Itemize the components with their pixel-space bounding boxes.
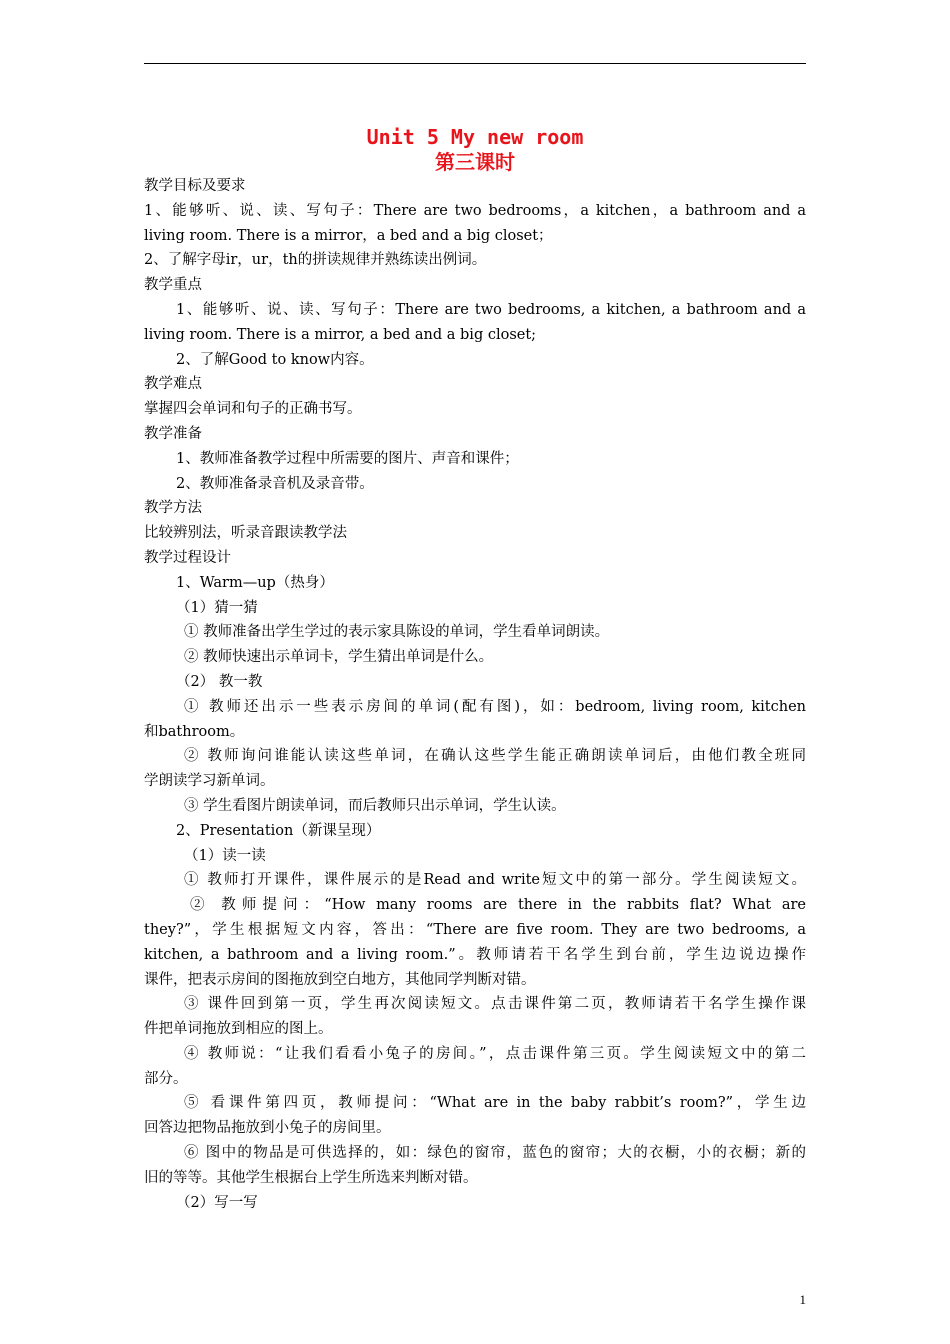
- list-item: ④ 教师说：“让我们看看小兔子的房间。”，点击课件第三页。学生阅读短文中的第二: [184, 1045, 806, 1062]
- paragraph-line: 回答边把物品拖放到小兔子的房间里。: [144, 1120, 391, 1137]
- paragraph-line: living room. There is a mirror, a bed and a big closet;: [144, 326, 537, 343]
- section-heading-process: 教学过程设计: [144, 549, 231, 566]
- section-heading-difficulties: 教学难点: [144, 376, 202, 393]
- paragraph-line: 课件，把表示房间的图拖放到空白地方，其他同学判断对错。: [144, 971, 536, 988]
- paragraph-line: 学朗读学习新单词。: [144, 773, 275, 790]
- paragraph-line: 件把单词拖放到相应的图上。: [144, 1021, 333, 1038]
- paragraph-line: 1、能够听、说、读、写句子：There are two bedrooms，a kitchen，a bathroom and a: [144, 202, 806, 219]
- section-heading-objectives: 教学目标及要求: [144, 178, 246, 194]
- list-item: ① 教师准备出学生学过的表示家具陈设的单词，学生看单词朗读。: [184, 624, 610, 641]
- subsection-heading: （2） 教一教: [176, 673, 263, 690]
- section-heading-key-points: 教学重点: [144, 277, 202, 294]
- header-rule: [144, 63, 806, 64]
- subsection-heading: 2、Presentation（新课呈现）: [176, 822, 381, 839]
- paragraph-line: 1、能够听、说、读、写句子：There are two bedrooms, a kitchen, a bathroom and a: [176, 301, 806, 318]
- list-item: ② 教师快速出示单词卡，学生猜出单词是什么。: [184, 649, 494, 666]
- list-item: ③ 学生看图片朗读单词，而后教师只出示单词，学生认读。: [184, 797, 566, 814]
- paragraph-line: 2、了解字母ir，ur，th的拼读规律并熟练读出例词。: [144, 252, 487, 269]
- list-item: ③ 课件回到第一页，学生再次阅读短文。点击课件第二页，教师请若干名学生操作课: [184, 996, 806, 1013]
- subsection-heading: （1）读一读: [184, 847, 266, 864]
- paragraph-line: 旧的等等。其他学生根据台上学生所选来判断对错。: [144, 1169, 478, 1186]
- list-item: ② 教师提问：“How many rooms are there in the rabbits flat? What are: [190, 897, 806, 914]
- section-heading-methods: 教学方法: [144, 500, 202, 517]
- paragraph-line: 掌握四会单词和句子的正确书写。: [144, 401, 362, 418]
- document-title: Unit 5 My new room: [366, 125, 584, 149]
- subsection-heading: 1、Warm—up（热身）: [176, 574, 334, 591]
- subsection-heading: （1）猜一猜: [176, 599, 258, 616]
- list-item: ⑤ 看课件第四页，教师提问：“What are in the baby rabbit’s room?”，学生边: [184, 1095, 806, 1112]
- paragraph-line: they?”，学生根据短文内容，答出：“There are five room. They are two bedrooms, a: [144, 921, 806, 938]
- list-item: ② 教师询问谁能认读这些单词，在确认这些学生能正确朗读单词后，由他们教全班同: [184, 748, 806, 765]
- page-number: 1: [799, 1292, 806, 1307]
- paragraph-line: 2、教师准备录音机及录音带。: [176, 475, 374, 492]
- section-heading-preparation: 教学准备: [144, 425, 202, 442]
- document-subtitle: 第三课时: [435, 150, 515, 174]
- paragraph-line: 1、教师准备教学过程中所需要的图片、声音和课件；: [176, 450, 519, 467]
- list-item: ⑥ 图中的物品是可供选择的，如：绿色的窗帘，蓝色的窗帘；大的衣橱，小的衣橱；新的: [184, 1145, 806, 1162]
- paragraph-line: 和bathroom。: [144, 723, 245, 740]
- paragraph-line: 部分。: [144, 1070, 188, 1087]
- paragraph-line: 比较辨别法，听录音跟读教学法: [144, 525, 347, 542]
- list-item: ① 教师还出示一些表示房间的单词(配有图)，如：bedroom, living room, kitchen: [184, 698, 806, 715]
- paragraph-line: 2、了解Good to know内容。: [176, 351, 374, 368]
- paragraph-line: living room. There is a mirror，a bed and a big closet；: [144, 227, 553, 244]
- document-body: [144, 174, 806, 1215]
- subsection-heading: （2）写一写: [176, 1194, 258, 1211]
- list-item: ① 教师打开课件，课件展示的是Read and write短文中的第一部分。学生阅读短文。: [184, 872, 806, 889]
- paragraph-line: kitchen, a bathroom and a living room.”。教师请若干名学生到台前，学生边说边操作: [144, 946, 806, 963]
